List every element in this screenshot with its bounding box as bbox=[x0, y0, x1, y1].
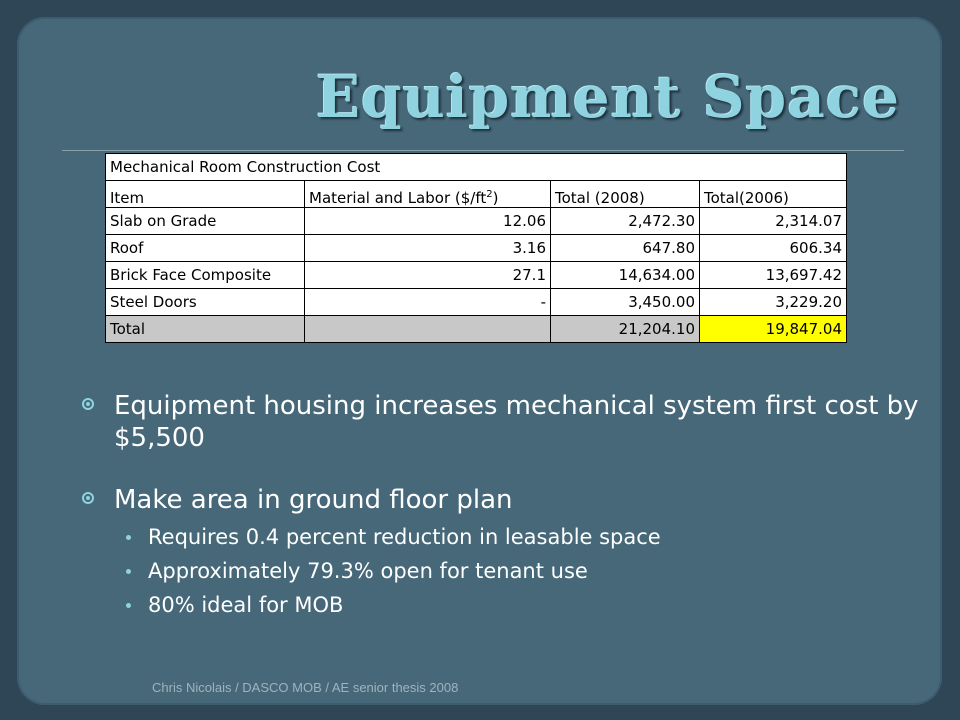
cell-rate: 27.1 bbox=[305, 262, 551, 289]
sub-bullet-text: Approximately 79.3% open for tenant use bbox=[148, 559, 588, 583]
total-2008: 21,204.10 bbox=[551, 316, 700, 343]
slide-footer: Chris Nicolais / DASCO MOB / AE senior thesis 2008 bbox=[152, 680, 459, 695]
bullet-text: Make area in ground floor plan bbox=[114, 485, 513, 515]
table-row bbox=[106, 235, 847, 262]
table-row bbox=[106, 289, 847, 316]
sub-bullet-dot-icon bbox=[126, 603, 131, 608]
total-2006-highlighted: 19,847.04 bbox=[700, 316, 847, 343]
sub-bullet-text: 80% ideal for MOB bbox=[148, 593, 344, 617]
header-material bbox=[305, 181, 551, 208]
cell-item: Slab on Grade bbox=[106, 208, 305, 235]
bullet-marker-icon bbox=[82, 492, 94, 504]
cell-total-2006: 3,229.20 bbox=[700, 289, 847, 316]
cell-item: Roof bbox=[106, 235, 305, 262]
table-total-row bbox=[106, 316, 847, 343]
table-caption: Mechanical Room Construction Cost bbox=[106, 154, 847, 181]
sub-bullet-dot-icon bbox=[126, 569, 131, 574]
cell-rate: - bbox=[305, 289, 551, 316]
table-row bbox=[106, 262, 847, 289]
cell-item: Brick Face Composite bbox=[106, 262, 305, 289]
header-material-sup: 2 bbox=[486, 189, 493, 200]
header-total-2008: Total (2008) bbox=[551, 181, 700, 208]
cell-rate: 3.16 bbox=[305, 235, 551, 262]
bullet-list bbox=[82, 390, 920, 622]
header-total-2006: Total(2006) bbox=[700, 181, 847, 208]
header-item: Item bbox=[106, 181, 305, 208]
cell-total-2006: 606.34 bbox=[700, 235, 847, 262]
cell-total-2008: 14,634.00 bbox=[551, 262, 700, 289]
cell-total-2008: 2,472.30 bbox=[551, 208, 700, 235]
sub-bullet-item bbox=[82, 588, 920, 622]
sub-bullet-item bbox=[82, 554, 920, 588]
total-rate bbox=[305, 316, 551, 343]
bullet-item bbox=[82, 484, 920, 516]
total-label: Total bbox=[106, 316, 305, 343]
sub-bullet-item bbox=[82, 520, 920, 554]
header-material-text: Material and Labor ($/ft bbox=[309, 189, 487, 207]
cell-total-2006: 13,697.42 bbox=[700, 262, 847, 289]
bullet-marker-icon bbox=[82, 398, 94, 410]
sub-bullet-text: Requires 0.4 percent reduction in leasable space bbox=[148, 525, 661, 549]
cell-rate: 12.06 bbox=[305, 208, 551, 235]
table-row bbox=[106, 208, 847, 235]
header-material-close: ) bbox=[492, 189, 499, 207]
table-caption-row bbox=[106, 154, 847, 181]
cell-item: Steel Doors bbox=[106, 289, 305, 316]
table-header-row bbox=[106, 181, 847, 208]
cell-total-2008: 647.80 bbox=[551, 235, 700, 262]
sub-bullet-dot-icon bbox=[126, 535, 131, 540]
slide-title: Equipment Space bbox=[315, 63, 900, 131]
cell-total-2008: 3,450.00 bbox=[551, 289, 700, 316]
bullet-text: Equipment housing increases mechanical system first cost by $5,500 bbox=[114, 391, 919, 453]
title-divider bbox=[62, 150, 904, 151]
cost-table bbox=[105, 153, 847, 343]
cell-total-2006: 2,314.07 bbox=[700, 208, 847, 235]
bullet-item bbox=[82, 390, 920, 454]
